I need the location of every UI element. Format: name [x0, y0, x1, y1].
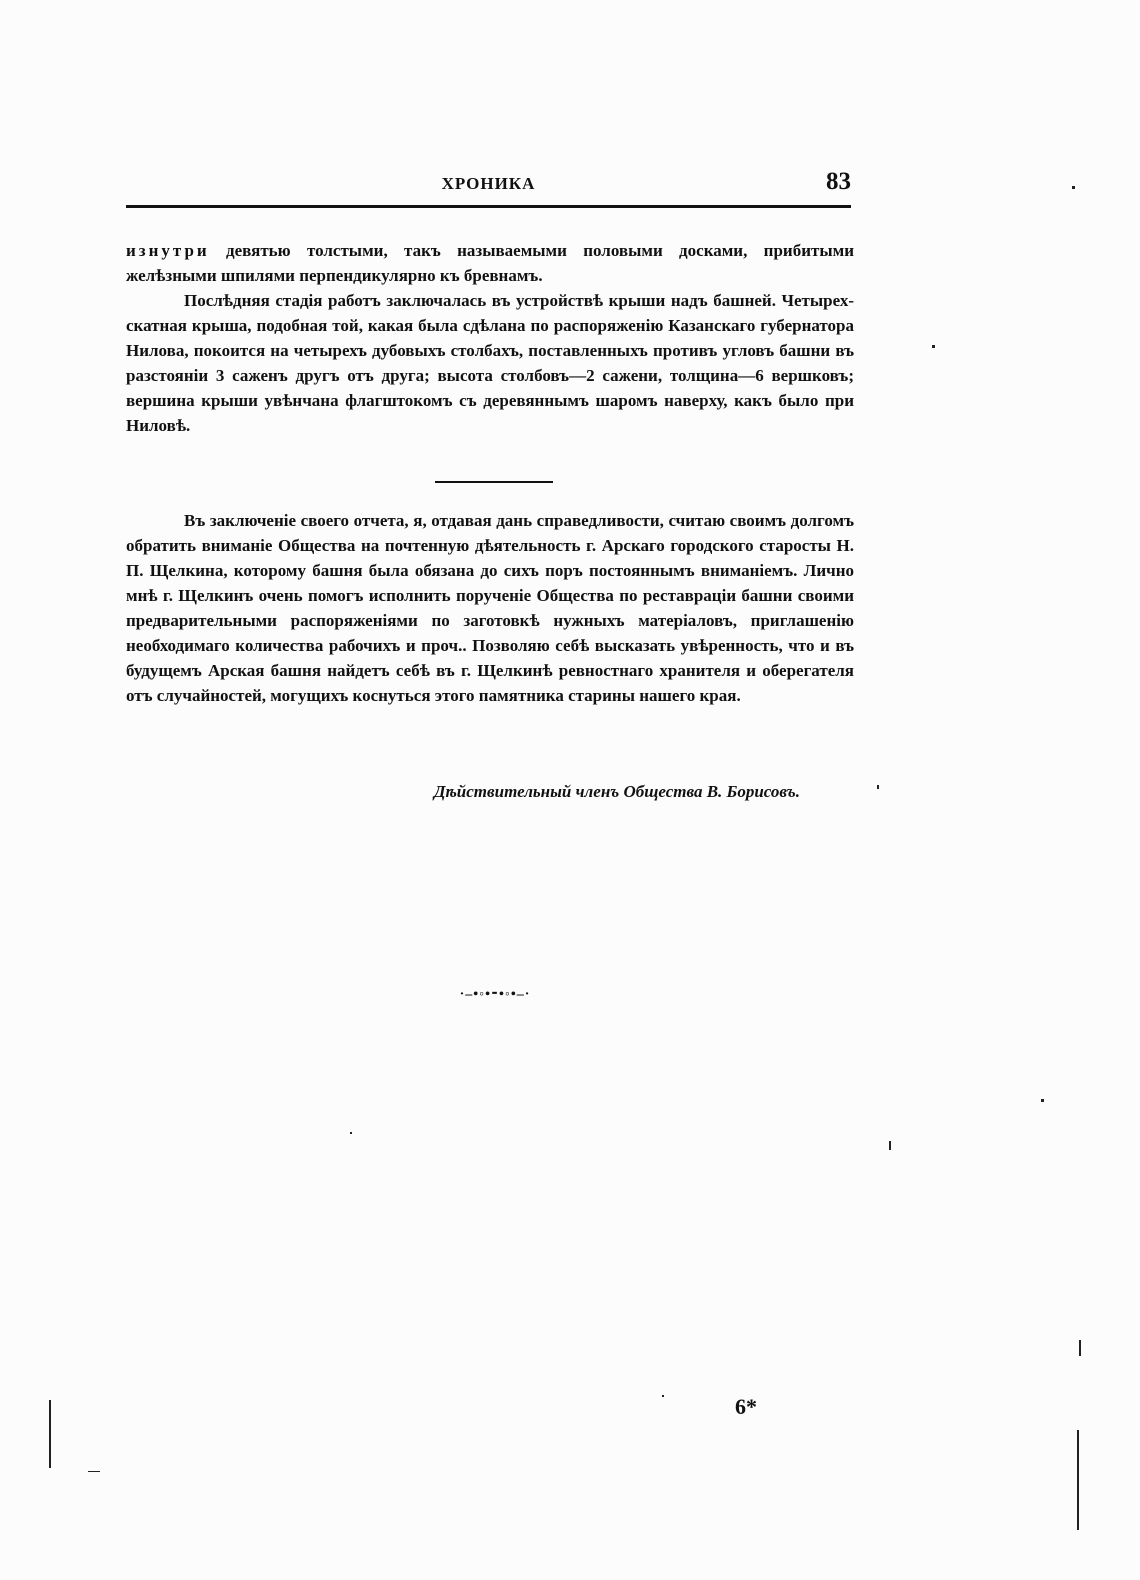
paragraph-conclusion: Въ заключеніе своего отчета, я, отдавая дань справедливости, считаю своимъ долгомъ обратить вниманіе Общества на почтенную дѣятельность г. Арскаго городского старосты Н. П. Щелкина, которому башня была обязана до сихъ поръ постояннымъ вниманіемъ. Лично мнѣ г. Щелкинъ очень помогъ исполнить порученіе Общества по реставраціи башни своими предварительными распоряженіями по заготовкѣ нужныхъ матеріаловъ, приглашенію необходимаго количества рабочихъ и проч.. Позволяю себѣ высказать увѣренность, что и въ будущемъ Арская башня найдетъ себѣ въ г. Щелкинѣ ревностнаго хранителя и оберегателя отъ случайностей, могущихъ коснуться этого памятника старины нашего края. [126, 511, 854, 705]
page-header [126, 168, 851, 204]
author-signature: Дѣйствительный членъ Общества В. Борисовъ. [433, 782, 800, 801]
scan-speck [889, 1141, 891, 1150]
end-ornament: ·–•◦•⁃•◦•–· [459, 987, 531, 1002]
paragraph-1 [126, 238, 854, 288]
scan-speck [1072, 186, 1075, 189]
scan-speck [1041, 1099, 1044, 1102]
spaced-word: изнутри [126, 241, 210, 260]
scan-speck [1079, 1340, 1081, 1356]
scan-speck [932, 345, 935, 348]
text-block-top [126, 238, 854, 438]
scan-speck [877, 785, 879, 789]
page-number: 83 [826, 168, 851, 195]
paragraph-1-rest: девятью толстыми, такъ называемыми половыми досками, прибитыми желѣзными шпилями перпендикулярно къ бревнамъ. [126, 241, 854, 285]
section-divider [435, 481, 553, 483]
running-title: ХРОНИКА [441, 174, 536, 193]
header-rule [126, 205, 851, 208]
scan-edge-line [1077, 1430, 1079, 1530]
scan-speck [350, 1132, 352, 1134]
scan-speck [88, 1471, 100, 1472]
paragraph-2: Послѣдняя стадія работъ заключалась въ устройствѣ крыши надъ башней. Четырех-скатная крыша, подобная той, какая была сдѣлана по распоряженію Казанскаго губернатора Нилова, покоится на четырехъ дубовыхъ столбахъ, поставленныхъ противъ угловъ башни въ разстояніи 3 саженъ другъ отъ друга; высота столбовъ—2 сажени, толщина—6 вершковъ; вершина крыши увѣнчана флагштокомъ съ деревяннымъ шаромъ наверху, какъ было при Ниловѣ. [126, 291, 854, 435]
scan-edge-line [49, 1400, 51, 1468]
signature-mark: 6* [735, 1394, 757, 1419]
text-block-conclusion [126, 508, 854, 708]
scan-speck [662, 1395, 664, 1397]
